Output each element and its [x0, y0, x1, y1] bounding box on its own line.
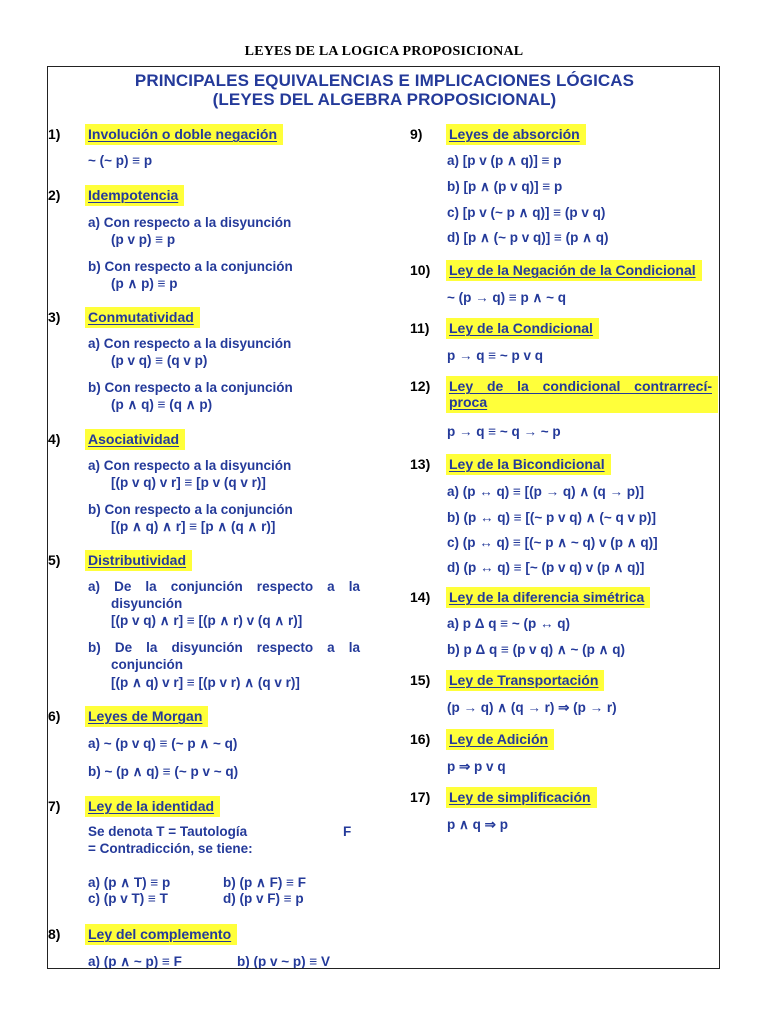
formula-line: a) [p v (p ∧ q)] ≡ p — [447, 153, 562, 168]
section-title-line: Ley de la condicional contrarrecí- — [449, 378, 712, 394]
formula-line: (p ∧ p) ≡ p — [111, 276, 178, 291]
formula-line: b) (p ↔ q) ≡ [(~ p v q) ∧ (~ q v p)] — [447, 510, 656, 525]
section-title-idempotencia: Idempotencia — [85, 185, 184, 206]
section-title-morgan: Leyes de Morgan — [85, 706, 208, 727]
formula-line: p ∧ q ⇒ p — [447, 817, 508, 832]
formula-line: (p v p) ≡ p — [111, 232, 176, 247]
section-number-12: 12) — [410, 378, 431, 394]
formula-line: a) (p ∧ ~ p) ≡ F — [88, 954, 182, 969]
text-line: b) De la disyunción respecto a la — [88, 640, 360, 655]
formula-line: p → q ≡ ~ p v q — [447, 348, 544, 363]
formula-line: c) [p v (~ p ∧ q)] ≡ (p v q) — [447, 205, 606, 220]
section-number-11: 11) — [410, 320, 430, 336]
text-line: disyunción — [111, 596, 183, 611]
section-number-13: 13) — [410, 456, 431, 472]
section-number-6: 6) — [48, 708, 61, 724]
text-line: a) De la conjunción respecto a la — [88, 579, 360, 594]
section-title-conmutatividad: Conmutatividad — [85, 307, 200, 328]
section-number-8: 8) — [48, 926, 61, 942]
section-number-1: 1) — [48, 126, 61, 142]
main-heading-line1: PRINCIPALES EQUIVALENCIAS E IMPLICACIONES LÓGICAS — [134, 71, 635, 90]
formula-line: d) [p ∧ (~ p v q)] ≡ (p ∧ q) — [447, 230, 609, 245]
section-title-condicional: Ley de la Condicional — [446, 318, 599, 339]
section-title-asociatividad: Asociatividad — [85, 429, 185, 450]
laws-frame — [47, 66, 720, 969]
formula-line: p ⇒ p v q — [447, 759, 506, 774]
text-line: b) Con respecto a la conjunción — [88, 502, 293, 517]
section-title-distributividad: Distributividad — [85, 550, 192, 571]
formula-line: a) (p ↔ q) ≡ [(p → q) ∧ (q → p)] — [447, 484, 644, 499]
section-number-16: 16) — [410, 731, 431, 747]
formula-line: a) ~ (p v q) ≡ (~ p ∧ ~ q) — [88, 736, 238, 751]
main-heading-line2: (LEYES DEL ALGEBRA PROPOSICIONAL) — [212, 90, 557, 109]
text-line: Se denota T = Tautología — [88, 824, 248, 839]
section-number-7: 7) — [48, 798, 61, 814]
document-title: LEYES DE LA LOGICA PROPOSICIONAL — [244, 44, 524, 59]
section-title-involucion: Involución o doble negación — [85, 124, 283, 145]
section-number-9: 9) — [410, 126, 423, 142]
formula-line: (p v q) ≡ (q v p) — [111, 353, 208, 368]
formula-line: ~ (p → q) ≡ p ∧ ~ q — [447, 290, 567, 305]
section-title-complemento: Ley del complemento — [85, 924, 237, 945]
section-title-line: proca — [449, 394, 488, 410]
section-title-diferencia-simetrica: Ley de la diferencia simétrica — [446, 587, 650, 608]
section-title-negacion-condicional: Ley de la Negación de la Condicional — [446, 260, 702, 281]
section-title-bicondicional: Ley de la Bicondicional — [446, 454, 611, 475]
formula-line: b) (p ∧ F) ≡ F — [223, 875, 306, 890]
formula-line: d) (p v F) ≡ p — [223, 891, 304, 906]
formula-line: a) p Δ q ≡ ~ (p ↔ q) — [447, 616, 570, 631]
formula-line: [(p v q) ∧ r] ≡ [(p ∧ r) v (q ∧ r)] — [111, 613, 303, 628]
formula-line: d) (p ↔ q) ≡ [~ (p v q) v (p ∧ q)] — [447, 560, 645, 575]
section-title-transportacion: Ley de Transportación — [446, 670, 604, 691]
section-number-15: 15) — [410, 672, 431, 688]
section-number-4: 4) — [48, 431, 61, 447]
section-number-5: 5) — [48, 552, 61, 568]
text-line: b) Con respecto a la conjunción — [88, 380, 293, 395]
section-number-17: 17) — [410, 789, 431, 805]
formula-line: ~ (~ p) ≡ p — [88, 153, 153, 168]
section-number-2: 2) — [48, 187, 61, 203]
formula-line: b) (p v ~ p) ≡ V — [237, 954, 331, 969]
text-line: b) Con respecto a la conjunción — [88, 259, 293, 274]
formula-line: [(p v q) v r] ≡ [p v (q v r)] — [111, 475, 266, 490]
formula-line: b) [p ∧ (p v q)] ≡ p — [447, 179, 563, 194]
formula-line: [(p ∧ q) v r] ≡ [(p v r) ∧ (q v r)] — [111, 675, 300, 690]
section-title-contrarreciproca — [446, 376, 718, 413]
formula-line: [(p ∧ q) ∧ r] ≡ [p ∧ (q ∧ r)] — [111, 519, 276, 534]
text-line: F — [343, 824, 352, 839]
section-number-3: 3) — [48, 309, 61, 325]
section-title-identidad: Ley de la identidad — [85, 796, 220, 817]
section-title-absorcion: Leyes de absorción — [446, 124, 586, 145]
formula-line: b) p Δ q ≡ (p v q) ∧ ~ (p ∧ q) — [447, 642, 625, 657]
text-line: = Contradicción, se tiene: — [88, 841, 253, 856]
text-line: a) Con respecto a la disyunción — [88, 215, 292, 230]
formula-line: a) (p ∧ T) ≡ p — [88, 875, 171, 890]
section-number-14: 14) — [410, 589, 431, 605]
formula-line: b) ~ (p ∧ q) ≡ (~ p v ~ q) — [88, 764, 239, 779]
formula-line: p → q ≡ ~ q → ~ p — [447, 424, 561, 439]
text-line: a) Con respecto a la disyunción — [88, 458, 292, 473]
section-title-simplificacion: Ley de simplificación — [446, 787, 597, 808]
formula-line: c) (p ↔ q) ≡ [(~ p ∧ ~ q) v (p ∧ q)] — [447, 535, 658, 550]
section-number-10: 10) — [410, 262, 431, 278]
section-title-adicion: Ley de Adición — [446, 729, 554, 750]
formula-line: c) (p v T) ≡ T — [88, 891, 168, 906]
formula-line: (p ∧ q) ≡ (q ∧ p) — [111, 397, 213, 412]
text-line: a) Con respecto a la disyunción — [88, 336, 292, 351]
text-line: conjunción — [111, 657, 183, 672]
formula-line: (p → q) ∧ (q → r) ⇒ (p → r) — [447, 700, 617, 715]
